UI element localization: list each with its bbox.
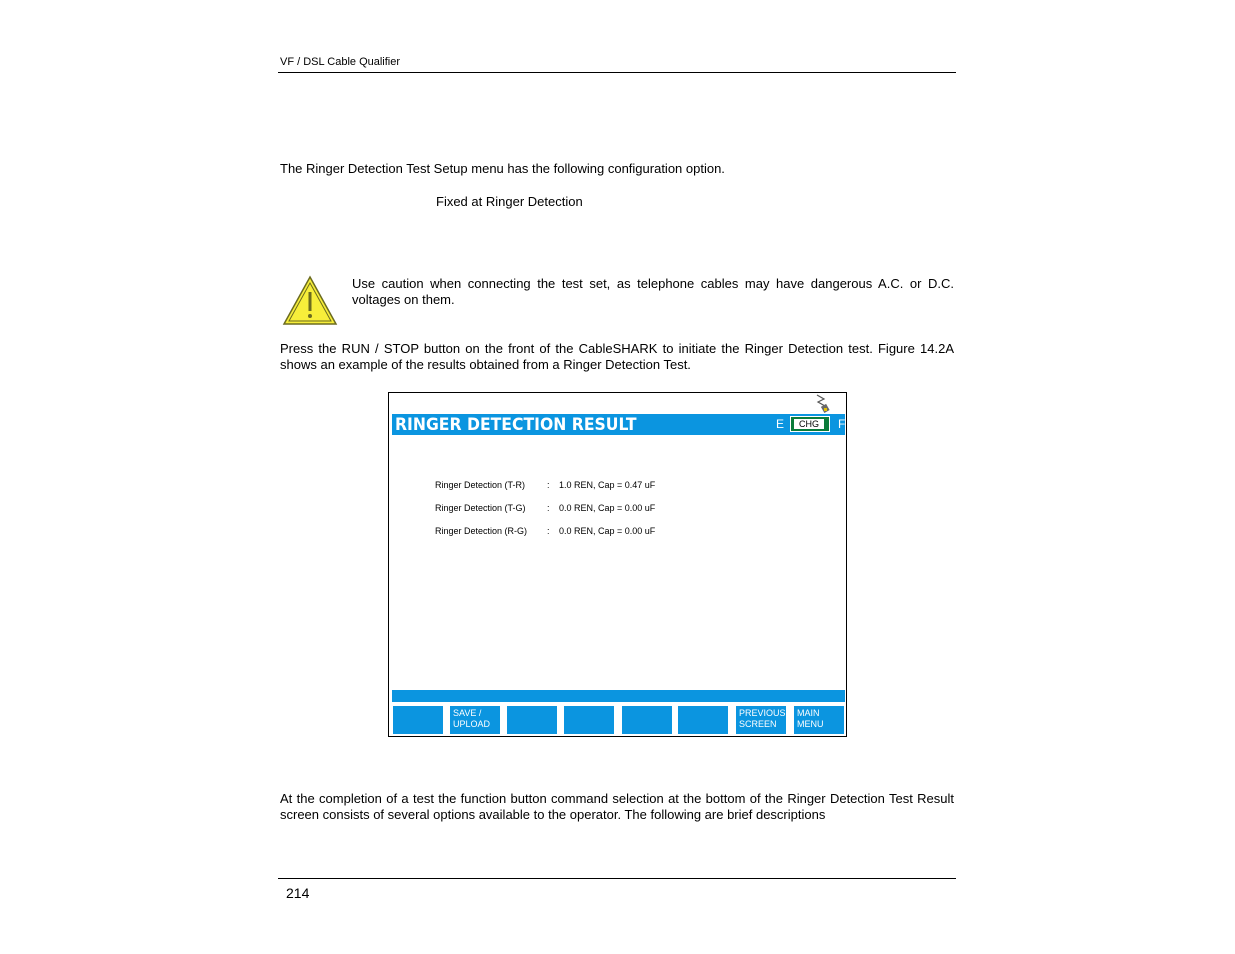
battery-charge-label: CHG [794, 419, 824, 429]
fkey-5-button[interactable] [622, 706, 672, 734]
previous-screen-button[interactable] [736, 706, 786, 734]
device-screen [388, 392, 847, 737]
fkey-3-button[interactable] [507, 706, 557, 734]
battery-empty-label: E [776, 417, 785, 431]
battery-icon [790, 416, 830, 432]
screen-title: RINGER DETECTION RESULT [395, 415, 637, 435]
result-value: 0.0 REN, Cap = 0.00 uF [559, 503, 656, 513]
result-value: 1.0 REN, Cap = 0.47 uF [559, 480, 656, 490]
caution-text: Use caution when connecting the test set, as telephone cables may have dangerous A.C. or D.C. voltages on them. [352, 276, 954, 307]
function-key-bar [392, 706, 845, 734]
option-value: Fixed at Ringer Detection [436, 194, 583, 209]
fkey-label-line2: SCREEN [739, 719, 777, 729]
fkey-4-button[interactable] [564, 706, 614, 734]
fkey-label-line1: PREVIOUS [739, 708, 786, 718]
completion-paragraph: At the completion of a test the function button command selection at the bottom of the Ringer Detection Test Result screen consists of several options available to the operator. The following are brief descriptions [280, 791, 954, 822]
fkey-label-line2: UPLOAD [453, 719, 491, 729]
page-number: 214 [286, 885, 310, 901]
result-row [435, 526, 655, 536]
fkey-label-line2: MENU [797, 719, 824, 729]
result-colon: : [547, 480, 550, 490]
screen-title-bar [392, 414, 845, 435]
save-upload-button[interactable] [450, 706, 500, 734]
fkey-label-line1: MAIN [797, 708, 820, 718]
result-colon: : [547, 526, 550, 536]
main-menu-button[interactable] [794, 706, 844, 734]
battery-full-label: F [838, 417, 846, 431]
warning-icon [282, 275, 338, 327]
header-rule [278, 72, 956, 73]
fkey-label-line1: SAVE / [453, 708, 482, 718]
status-bar [392, 690, 845, 702]
document-header-title: VF / DSL Cable Qualifier [280, 56, 401, 68]
press-paragraph: Press the RUN / STOP button on the front of the CableSHARK to initiate the Ringer Detection test. Figure 14.2A shows an example of the results obtained from a Ringer Detection Test. [280, 341, 954, 372]
plug-icon [814, 394, 830, 414]
fkey-6-button[interactable] [678, 706, 728, 734]
result-colon: : [547, 503, 550, 513]
result-label: Ringer Detection (T-R) [435, 480, 526, 490]
result-label: Ringer Detection (R-G) [435, 526, 528, 536]
fkey-1-button[interactable] [393, 706, 443, 734]
intro-paragraph: The Ringer Detection Test Setup menu has the following configuration option. [280, 161, 725, 176]
footer-rule [278, 878, 956, 879]
result-label: Ringer Detection (T-G) [435, 503, 526, 513]
result-row [435, 503, 655, 513]
result-row [435, 480, 655, 490]
result-value: 0.0 REN, Cap = 0.00 uF [559, 526, 656, 536]
